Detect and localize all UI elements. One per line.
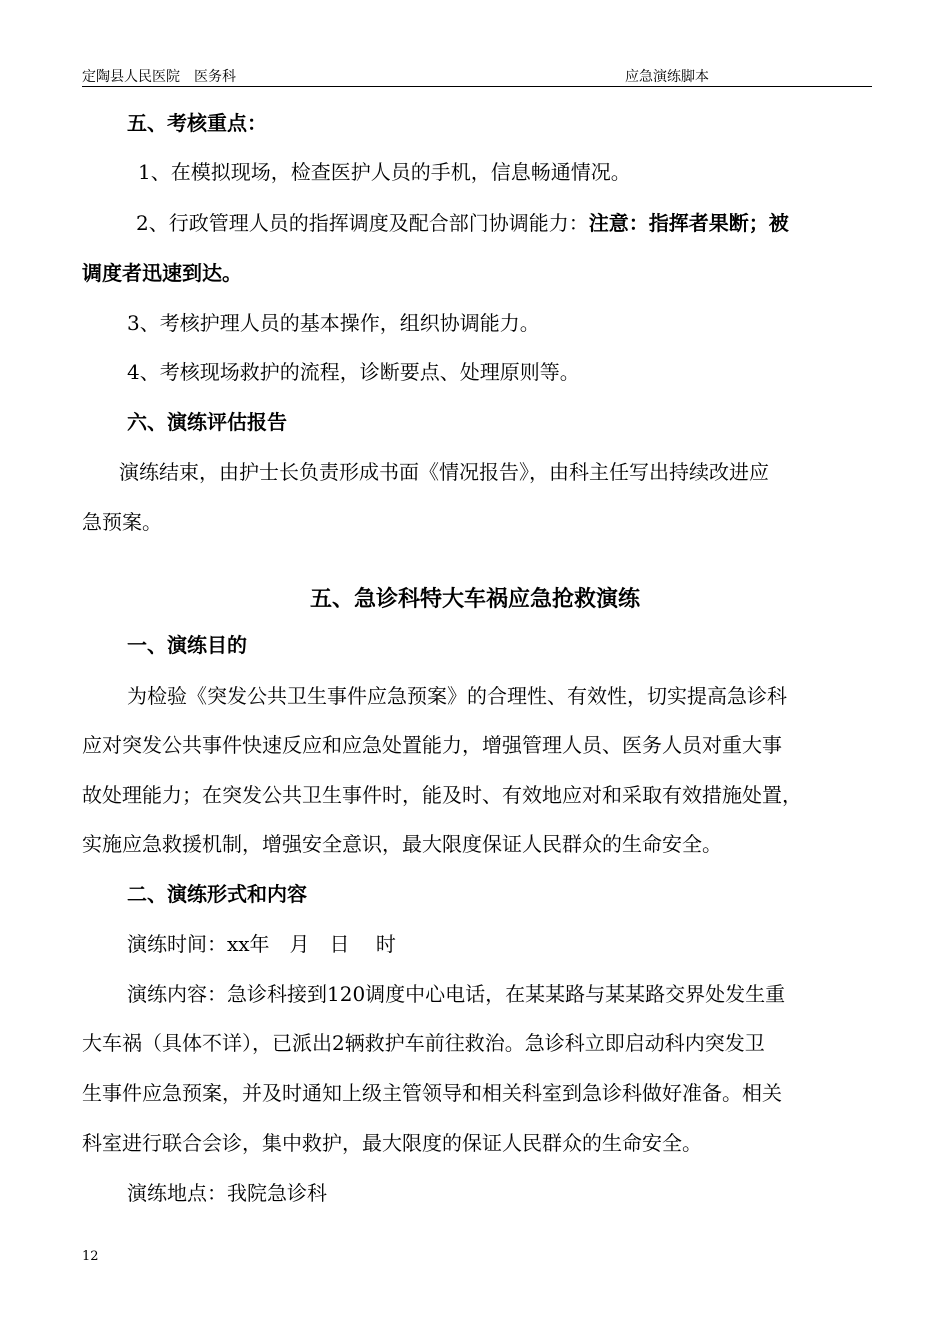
paragraph-line: 演练内容：急诊科接到120调度中心电话，在某某路与某某路交界处发生重 xyxy=(127,982,786,1006)
paragraph-line xyxy=(136,210,789,236)
header-left: 定陶县人民医院 医务科 xyxy=(82,69,236,85)
paragraph-line: 4、考核现场救护的流程，诊断要点、处理原则等。 xyxy=(127,360,580,384)
paragraph-line: 3、考核护理人员的基本操作，组织协调能力。 xyxy=(127,311,540,335)
header-right: 应急演练脚本 xyxy=(625,69,709,85)
paragraph-line: 演练结束，由护士长负责形成书面《情况报告》，由科主任写出持续改进应 xyxy=(119,460,769,484)
paragraph-line: 1、在模拟现场，检查医护人员的手机，信息畅通情况。 xyxy=(138,160,631,184)
section-heading-purpose: 一、演练目的 xyxy=(127,633,247,657)
paragraph-line: 为检验《突发公共卫生事件应急预案》的合理性、有效性，切实提高急诊科 xyxy=(127,684,787,708)
drill-location: 演练地点：我院急诊科 xyxy=(127,1181,327,1205)
section-heading-assessment: 五、考核重点： xyxy=(127,111,267,135)
drill-time: 演练时间：xx年 月 日 时 xyxy=(127,932,396,956)
page-header xyxy=(82,66,872,87)
section-heading-report: 六、演练评估报告 xyxy=(127,410,287,434)
page-number: 12 xyxy=(82,1249,99,1264)
paragraph-line: 生事件应急预案，并及时通知上级主管领导和相关科室到急诊科做好准备。相关 xyxy=(82,1081,782,1105)
section-heading-format: 二、演练形式和内容 xyxy=(127,882,307,906)
paragraph-line: 实施应急救援机制，增强安全意识，最大限度保证人民群众的生命安全。 xyxy=(82,832,722,856)
emphasis-text: 注意：指挥者果断；被 xyxy=(588,211,789,235)
paragraph-line: 大车祸（具体不详），已派出2辆救护车前往救治。急诊科立即启动科内突发卫 xyxy=(82,1031,765,1055)
paragraph-line: 应对突发公共事件快速反应和应急处置能力，增强管理人员、医务人员对重大事 xyxy=(82,733,782,757)
paragraph-line: 故处理能力；在突发公共卫生事件时，能及时、有效地应对和采取有效措施处置， xyxy=(82,783,802,807)
paragraph-line: 科室进行联合会诊，集中救护，最大限度的保证人民群众的生命安全。 xyxy=(82,1131,702,1155)
paragraph-line: 调度者迅速到达。 xyxy=(82,261,242,285)
text-run: 2、行政管理人员的指挥调度及配合部门协调能力： xyxy=(136,211,589,235)
chapter-title: 五、急诊科特大车祸应急抢救演练 xyxy=(309,586,640,612)
paragraph-line: 急预案。 xyxy=(82,510,162,534)
